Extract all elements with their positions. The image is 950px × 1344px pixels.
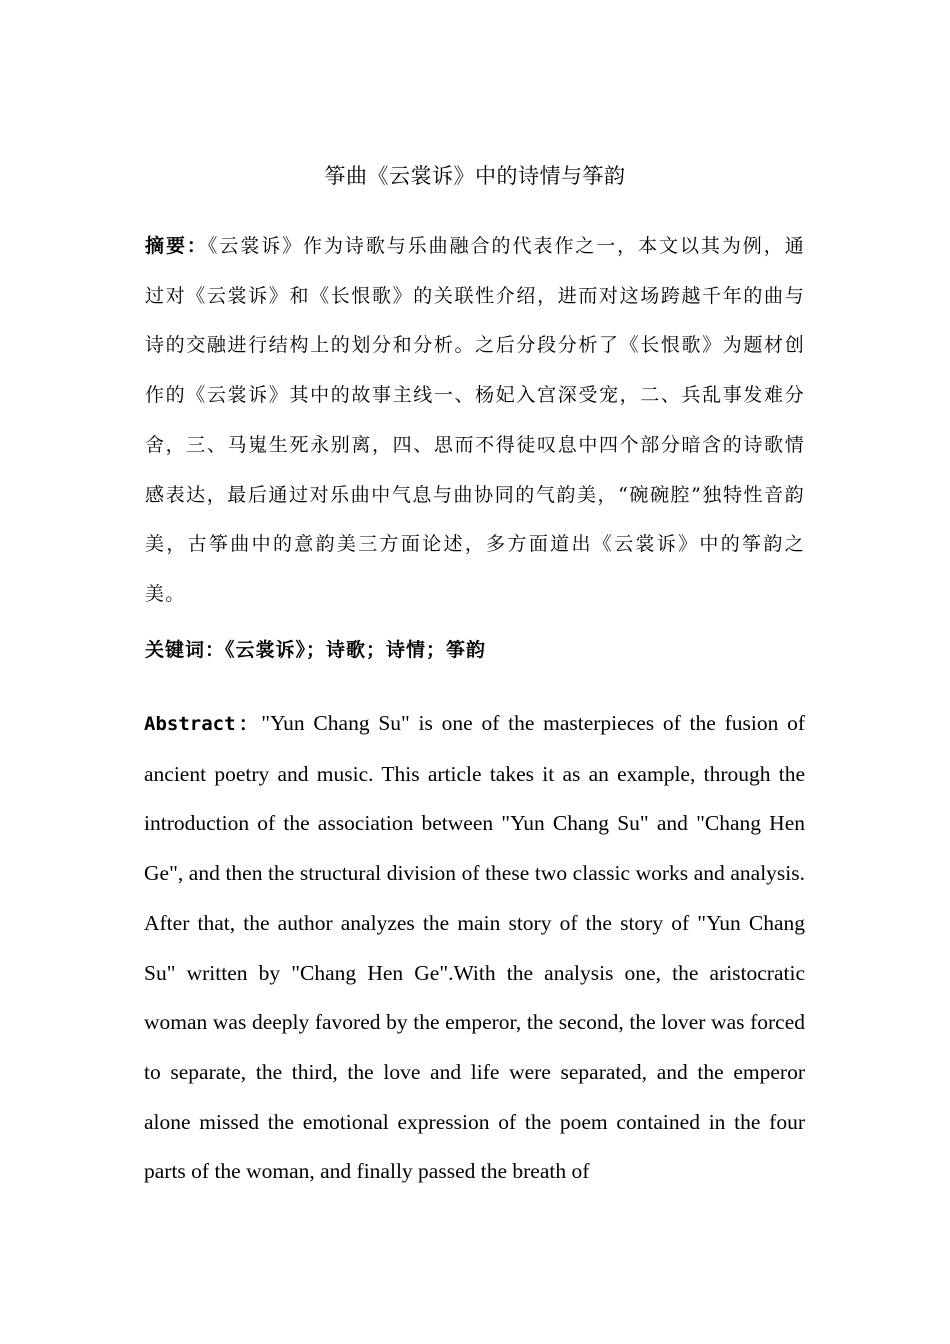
abstract-english-text: "Yun Chang Su" is one of the masterpieces of the fusion of ancient poetry and music. This article takes it as an example, through the introduction of the association between "Yun Chang Su" and "Chang Hen Ge", and then the structural division of these two classic works and analysis. After that, the author analyzes the main story of the story of "Yun Chang Su" written by "Chang Hen Ge".With the analysis one, the aristocratic woman was deeply favored by the emperor, the second, the lover was forced to separate, the third, the love and life were separated, and the emperor alone missed the emotional expression of the poem contained in the four parts of the woman, and finally passed the breath of [144,711,805,1184]
abstract-english [144,699,805,1197]
keywords-items: 《云裳诉》；诗歌；诗情；筝韵 [225,639,487,661]
abstract-chinese [145,222,805,620]
keywords-line [145,630,805,670]
abstract-chinese-text: 《云裳诉》作为诗歌与乐曲融合的代表作之一，本文以其为例，通过对《云裳诉》和《长恨歌》的关联性介绍，进而对这场跨越千年的曲与诗的交融进行结构上的划分和分析。之后分段分析了《长恨歌》为题材创作的《云裳诉》其中的故事主线一、杨妃入宫深受宠，二、兵乱事发难分舍，三、马嵬生死永别离，四、思而不得徒叹息中四个部分暗含的诗歌情感表达，最后通过对乐曲中气息与曲协同的气韵美，“碗碗腔”独特性音韵美，古筝曲中的意韵美三方面论述，多方面道出《云裳诉》中的筝韵之美。 [145,235,805,605]
keywords-label: 关键词： [145,639,226,661]
paper-title: 筝曲《云裳诉》中的诗情与筝韵 [324,164,626,188]
abstract-label: 摘要： [145,235,208,257]
abstract-english-label: Abstract： [144,713,262,735]
